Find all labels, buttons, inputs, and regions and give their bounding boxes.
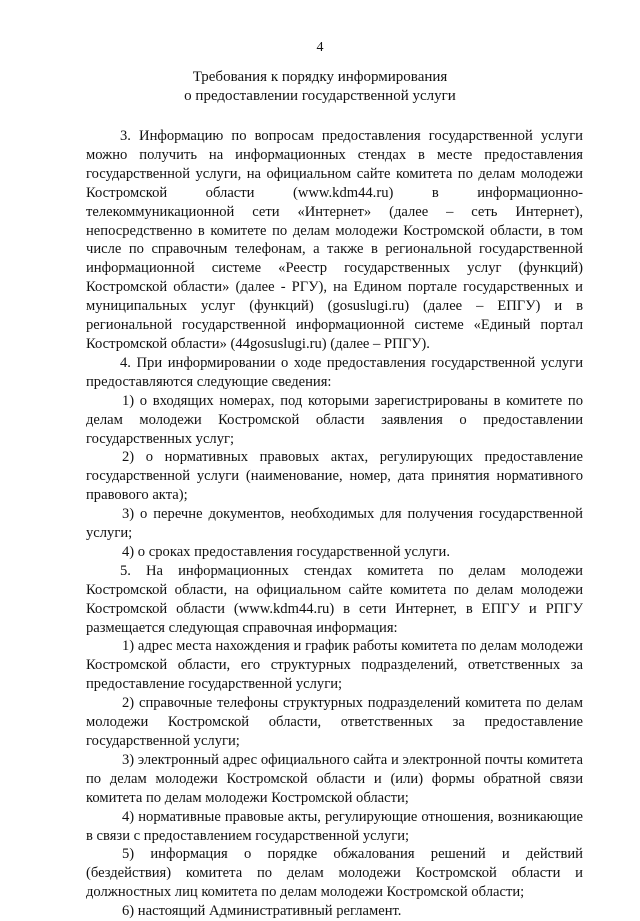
section-title-line-1: Требования к порядку информирования — [192, 69, 448, 85]
list-item: 6) настоящий Административный регламент. — [122, 903, 402, 920]
document-body — [86, 127, 583, 921]
list-item: 5) информация о порядке обжалования решений и действий (бездействия) комитета по делам молодежи Костромской области и должностных лиц комитета по делам молодежи Костромской области; — [86, 846, 583, 901]
paragraph-3: 3. Информацию по вопросам предоставления государственной услуги можно получить на информационных стендах в месте предоставления государственной услуги, на официальном сайте комитета по делам молодежи Костромской области (www.kdm44.ru) в информационно-телекоммуникационной сети «Интернет» (далее – сеть Интернет), непосредственно в комитете по делам молодежи Костромской области, в том числе по справочным телефонам, а также в региональной государственной информационной системе «Реестр государственных услуг (функций) Костромской области» (далее - РГУ), на Едином портале государственных и муниципальных услуг (функций) (gosuslugi.ru) (далее – ЕПГУ) и в региональной государственной информационной системе «Единый портал Костромской области» (44gosuslugi.ru) (далее – РПГУ). — [86, 128, 583, 352]
paragraph-5: 5. На информационных стендах комитета по делам молодежи Костромской области, на официальном сайте комитета по делам молодежи Костромской области (www.kdm44.ru) в сети Интернет, в ЕПГУ и РПГУ размещается следующая справочная информация: — [86, 562, 583, 636]
list-item: 2) о нормативных правовых актах, регулирующих предоставление государственной услуги (наименование, номер, дата принятия нормативного правового акта); — [86, 449, 583, 504]
list-item: 1) адрес места нахождения и график работы комитета по делам молодежи Костромской области, его структурных подразделений, ответственных за предоставление государственной услуги; — [86, 638, 583, 693]
list-item: 4) нормативные правовые акты, регулирующие отношения, возникающие в связи с предоставлением государственной услуги; — [86, 808, 583, 844]
list-item: 1) о входящих номерах, под которыми зарегистрированы в комитете по делам молодежи Костромской области заявления о предоставлении государственных услуг; — [86, 392, 583, 447]
section-title — [0, 68, 640, 106]
paragraph-4: 4. При информировании о ходе предоставления государственной услуги предоставляются следующие сведения: — [86, 354, 583, 390]
list-item: 3) электронный адрес официального сайта и электронной почты комитета по делам молодежи Костромской области и (или) формы обратной связи комитета по делам молодежи Костромской области; — [86, 751, 583, 806]
list-item: 4) о сроках предоставления государственной услуги. — [122, 543, 450, 560]
list-item: 2) справочные телефоны структурных подразделений комитета по делам молодежи Костромской области, ответственных за предоставление государственной услуги; — [86, 695, 583, 749]
page-number: 4 — [316, 40, 324, 55]
section-title-line-2: о предоставлении государственной услуги — [184, 88, 456, 104]
list-item: 3) о перечне документов, необходимых для получения государственной услуги; — [86, 506, 583, 542]
